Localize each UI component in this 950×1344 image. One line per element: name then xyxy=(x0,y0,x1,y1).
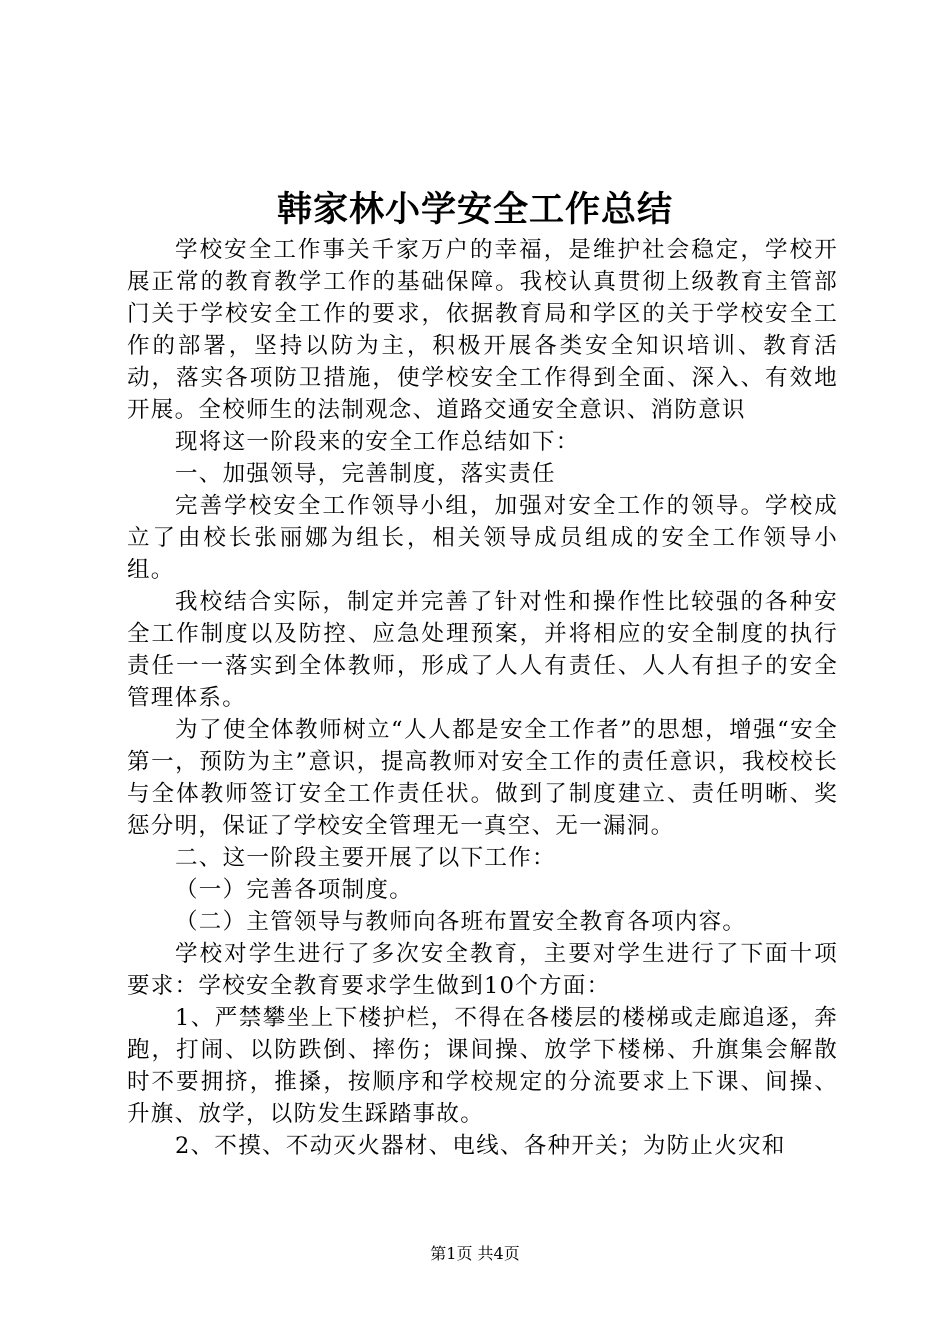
paragraph-summary-lead: 现将这一阶段来的安全工作总结如下： xyxy=(175,429,580,455)
paragraph-intro: 学校安全工作事关千家万户的幸福，是维护社会稳定，学校开展正常的教育教学工作的基础保障。我校认真贯彻上级教育主管部门关于学校安全工作的要求，依据教育局和学区的关于学校安全工作的部署，坚持以防为主，积极开展各类安全知识培训、教育活动，落实各项防卫措施，使学校安全工作得到全面、深入、有效地开展。全校师生的法制观念、道路交通安全意识、消防意识 xyxy=(127,237,838,423)
paragraph-leadership-group: 完善学校安全工作领导小组，加强对安全工作的领导。学校成立了由校长张丽娜为组长，相关领导成员组成的安全工作领导小组。 xyxy=(127,493,838,583)
paragraph-rules: 我校结合实际，制定并完善了针对性和操作性比较强的各种安全工作制度以及防控、应急处理预案，并将相应的安全制度的执行责任一一落实到全体教师，形成了人人有责任、人人有担子的安全管理体系。 xyxy=(127,589,838,711)
subsection-2: （二）主管领导与教师向各班布置安全教育各项内容。 xyxy=(175,909,747,935)
paragraph-requirements: 学校对学生进行了多次安全教育，主要对学生进行了下面十项要求：学校安全教育要求学生做到10个方面： xyxy=(127,941,838,999)
subsection-1: （一）完善各项制度。 xyxy=(175,877,414,903)
list-item-1: 1、严禁攀坐上下楼护栏，不得在各楼层的楼梯或走廊追逐，奔跑，打闹、以防跌倒、摔伤；课间操、放学下楼梯、升旗集会解散时不要拥挤，推搡，按顺序和学校规定的分流要求上下课、间操、升旗、放学，以防发生踩踏事故。 xyxy=(127,1005,838,1127)
list-item-2: 2、不摸、不动灭火器材、电线、各种开关；为防止火灾和 xyxy=(175,1133,786,1159)
document-body xyxy=(127,234,838,1162)
section-heading-2: 二、这一阶段主要开展了以下工作： xyxy=(175,845,556,871)
page-number: 第1页 共4页 xyxy=(430,1244,520,1263)
section-heading-1: 一、加强领导，完善制度，落实责任 xyxy=(175,461,556,487)
paragraph-responsibility: 为了使全体教师树立“人人都是安全工作者”的思想，增强“安全第一，预防为主”意识，提高教师对安全工作的责任意识，我校校长与全体教师签订安全工作责任状。做到了制度建立、责任明晰、奖惩分明，保证了学校安全管理无一真空、无一漏洞。 xyxy=(127,717,838,839)
document-title: 韩家林小学安全工作总结 xyxy=(276,189,673,230)
